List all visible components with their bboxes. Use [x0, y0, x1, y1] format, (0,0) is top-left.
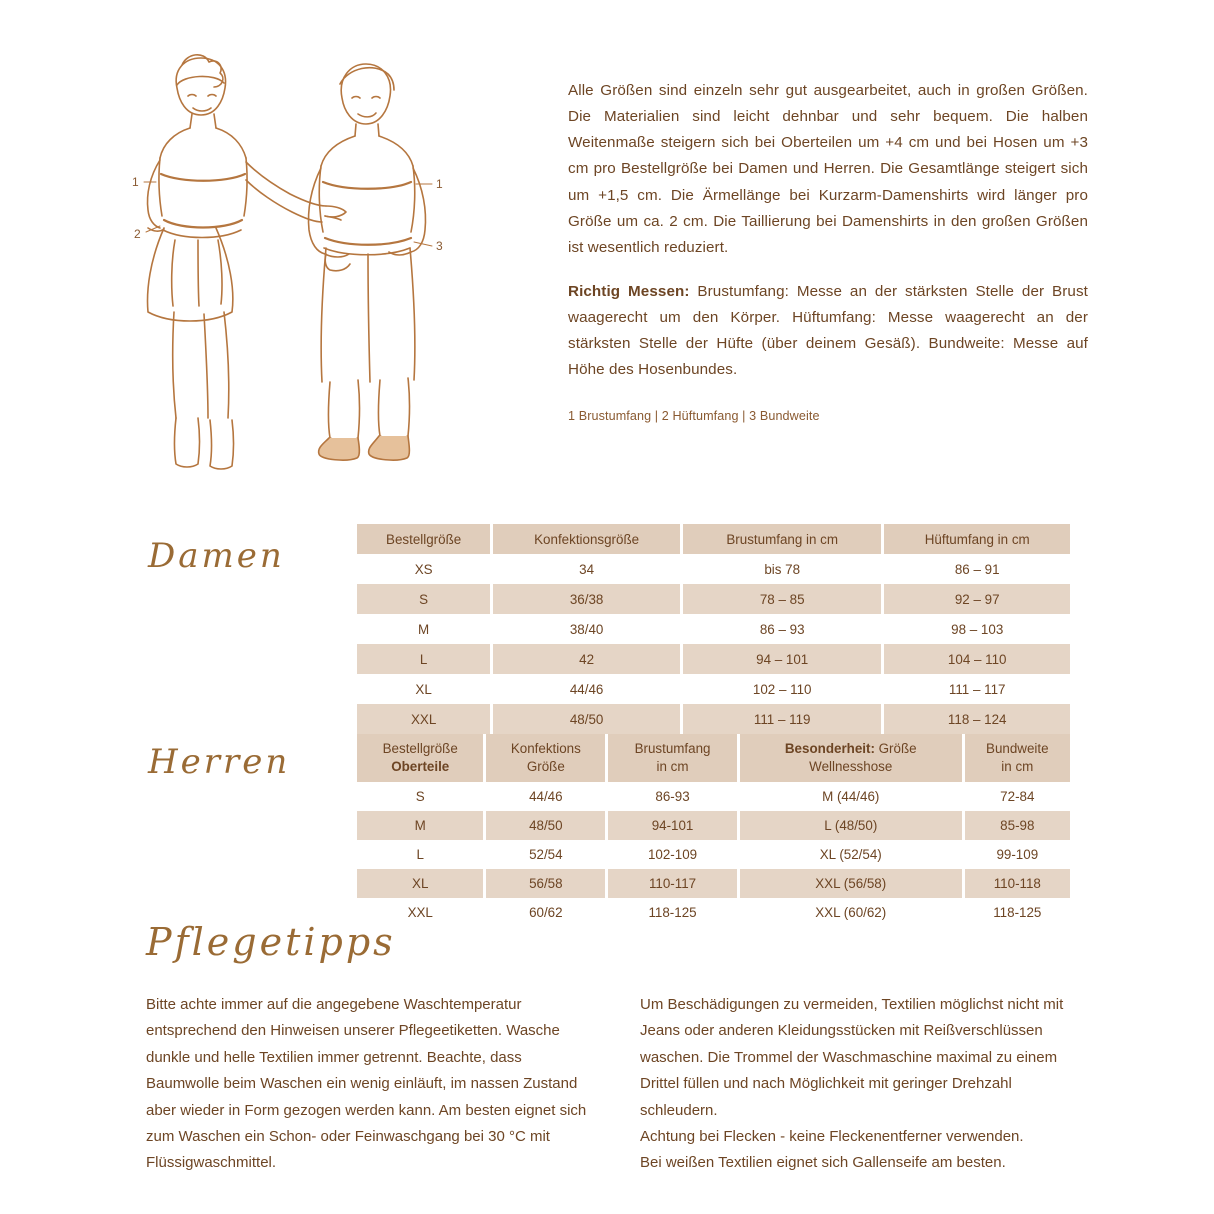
cell: 111 – 117 — [883, 674, 1070, 704]
cell: 94-101 — [607, 811, 739, 840]
header-cell: Konfektionsgröße — [492, 524, 682, 554]
cell: L — [357, 644, 492, 674]
cell: 86 – 93 — [681, 614, 882, 644]
header-cell — [607, 734, 739, 782]
cell: 60/62 — [485, 898, 607, 927]
intro-paragraph-2 — [568, 279, 1088, 384]
intro-text-block — [568, 78, 1088, 444]
header-cell — [963, 734, 1070, 782]
table-header-row — [357, 734, 1070, 782]
marker-right-1: 1 — [436, 177, 443, 191]
cell: 48/50 — [485, 811, 607, 840]
cell: 111 – 119 — [681, 704, 882, 734]
section-title-damen: Damen — [148, 536, 285, 576]
marker-right-3: 3 — [436, 239, 443, 253]
cell: 78 – 85 — [681, 584, 882, 614]
cell: bis 78 — [681, 554, 882, 584]
header-emphasis-suffix: Größe — [874, 740, 917, 756]
table-header-row — [357, 524, 1070, 554]
header-line-2: Wellnesshose — [809, 759, 893, 774]
header-cell — [485, 734, 607, 782]
measure-label: Richtig Messen: — [568, 282, 690, 300]
marker-left-2: 2 — [134, 227, 141, 241]
cell: 118 – 124 — [883, 704, 1070, 734]
cell: 48/50 — [492, 704, 682, 734]
header-cell — [738, 734, 963, 782]
marker-left-1: 1 — [132, 175, 139, 189]
cell: 85-98 — [963, 811, 1070, 840]
table-row — [357, 869, 1070, 898]
cell: 42 — [492, 644, 682, 674]
table-row — [357, 782, 1070, 811]
cell: M — [357, 811, 485, 840]
measure-text: Brustumfang: Messe an der stärksten Stelle der Brust waagerecht um den Körper. Hüftumfang: Messe waagerecht an der stärksten Stelle der Hüfte (über deinem Gesäß). Bundweite: Messe auf Höhe des Hosenbundes. — [568, 282, 1088, 379]
cell: 44/46 — [485, 782, 607, 811]
cell: 92 – 97 — [883, 584, 1070, 614]
header-cell: Hüftumfang in cm — [883, 524, 1070, 554]
header-line-2: Oberteile — [391, 759, 450, 774]
size-table-herren — [357, 734, 1070, 927]
size-table-damen — [357, 524, 1070, 734]
cell: L — [357, 840, 485, 869]
header-line-1: Bestellgröße — [382, 740, 458, 756]
header-line-1: Brustumfang — [634, 740, 711, 756]
cell: 110-117 — [607, 869, 739, 898]
cell: S — [357, 782, 485, 811]
cell: 36/38 — [492, 584, 682, 614]
body-measurement-illustration — [120, 40, 540, 480]
woman-figure — [148, 55, 347, 469]
cell: XL — [357, 674, 492, 704]
cell: 104 – 110 — [883, 644, 1070, 674]
cell: 99-109 — [963, 840, 1070, 869]
cell: M (44/46) — [738, 782, 963, 811]
header-cell: Brustumfang in cm — [681, 524, 882, 554]
cell: 86 – 91 — [883, 554, 1070, 584]
cell: XXL — [357, 704, 492, 734]
table-row — [357, 644, 1070, 674]
care-text-left — [146, 992, 594, 1177]
table-row — [357, 584, 1070, 614]
table-row — [357, 614, 1070, 644]
cell: 102-109 — [607, 840, 739, 869]
care-paragraph-right-1: Um Beschädigungen zu vermeiden, Textilien möglichst nicht mit Jeans oder anderen Kleidungsstücken mit Reißverschlüssen waschen. Die Trommel der Waschmaschine maximal zu einem Drittel füllen und nach Möglichkeit mit geringer Drehzahl schleudern. — [640, 996, 1064, 1119]
header-line-2: in cm — [656, 759, 689, 774]
man-figure — [309, 64, 426, 460]
cell: 86-93 — [607, 782, 739, 811]
header-line-1 — [740, 740, 962, 758]
care-paragraph-right-2: Achtung bei Flecken - keine Fleckenentferner verwenden. — [640, 1127, 1024, 1145]
table-row — [357, 811, 1070, 840]
cell: M — [357, 614, 492, 644]
cell: XL (52/54) — [738, 840, 963, 869]
care-paragraph-right-3: Bei weißen Textilien eignet sich Gallenseife am besten. — [640, 1154, 1006, 1172]
care-text-right — [640, 992, 1070, 1177]
cell: S — [357, 584, 492, 614]
cell: 102 – 110 — [681, 674, 882, 704]
header-line-2: in cm — [1001, 759, 1034, 774]
cell: XXL (56/58) — [738, 869, 963, 898]
header-line-1: Bundweite — [986, 740, 1049, 756]
cell: XL — [357, 869, 485, 898]
header-line-2: Größe — [526, 759, 565, 774]
cell: 44/46 — [492, 674, 682, 704]
header-emphasis: Besonderheit: — [784, 740, 875, 756]
table-row — [357, 704, 1070, 734]
table-row — [357, 674, 1070, 704]
header-line-1: Konfektions — [510, 740, 581, 756]
table-row — [357, 898, 1070, 927]
cell: 52/54 — [485, 840, 607, 869]
table-row — [357, 554, 1070, 584]
cell: 110-118 — [963, 869, 1070, 898]
cell: XXL (60/62) — [738, 898, 963, 927]
cell: XXL — [357, 898, 485, 927]
header-cell — [357, 734, 485, 782]
intro-paragraph-1: Alle Größen sind einzeln sehr gut ausgearbeitet, auch in großen Größen. Die Materialien sind leicht dehnbar und sehr bequem. Die halben Weitenmaße steigern sich bei Oberteilen um +4 cm und bei Hosen um +3 cm pro Bestellgröße bei Damen und Herren. Die Gesamtlänge steigert sich um +1,5 cm. Die Ärmellänge bei Kurzarm-Damenshirts wird länger pro Größe um ca. 2 cm. Die Taillierung bei Damenshirts in den großen Größen ist wesentlich reduziert. — [568, 82, 1088, 256]
measure-legend: 1 Brustumfang | 2 Hüftumfang | 3 Bundweite — [568, 408, 820, 423]
cell: 94 – 101 — [681, 644, 882, 674]
care-paragraph-left: Bitte achte immer auf die angegebene Waschtemperatur entsprechend den Hinweisen unserer Pflegeetiketten. Wasche dunkle und helle Textilien immer getrennt. Beachte, dass Baumwolle beim Waschen ein wenig einläuft, im nassen Zustand aber wieder in Form gezogen werden kann. Am besten eignet sich zum Waschen ein Schon- oder Feinwaschgang bei 30 °C mit Flüssigwaschmittel. — [146, 996, 587, 1172]
section-title-pflegetipps: Pflegetipps — [146, 920, 396, 964]
header-cell: Bestellgröße — [357, 524, 492, 554]
cell: 118-125 — [963, 898, 1070, 927]
cell: 98 – 103 — [883, 614, 1070, 644]
cell: 38/40 — [492, 614, 682, 644]
section-title-herren: Herren — [148, 742, 291, 782]
cell: 56/58 — [485, 869, 607, 898]
cell: L (48/50) — [738, 811, 963, 840]
cell: XS — [357, 554, 492, 584]
cell: 118-125 — [607, 898, 739, 927]
table-row — [357, 840, 1070, 869]
cell: 72-84 — [963, 782, 1070, 811]
cell: 34 — [492, 554, 682, 584]
